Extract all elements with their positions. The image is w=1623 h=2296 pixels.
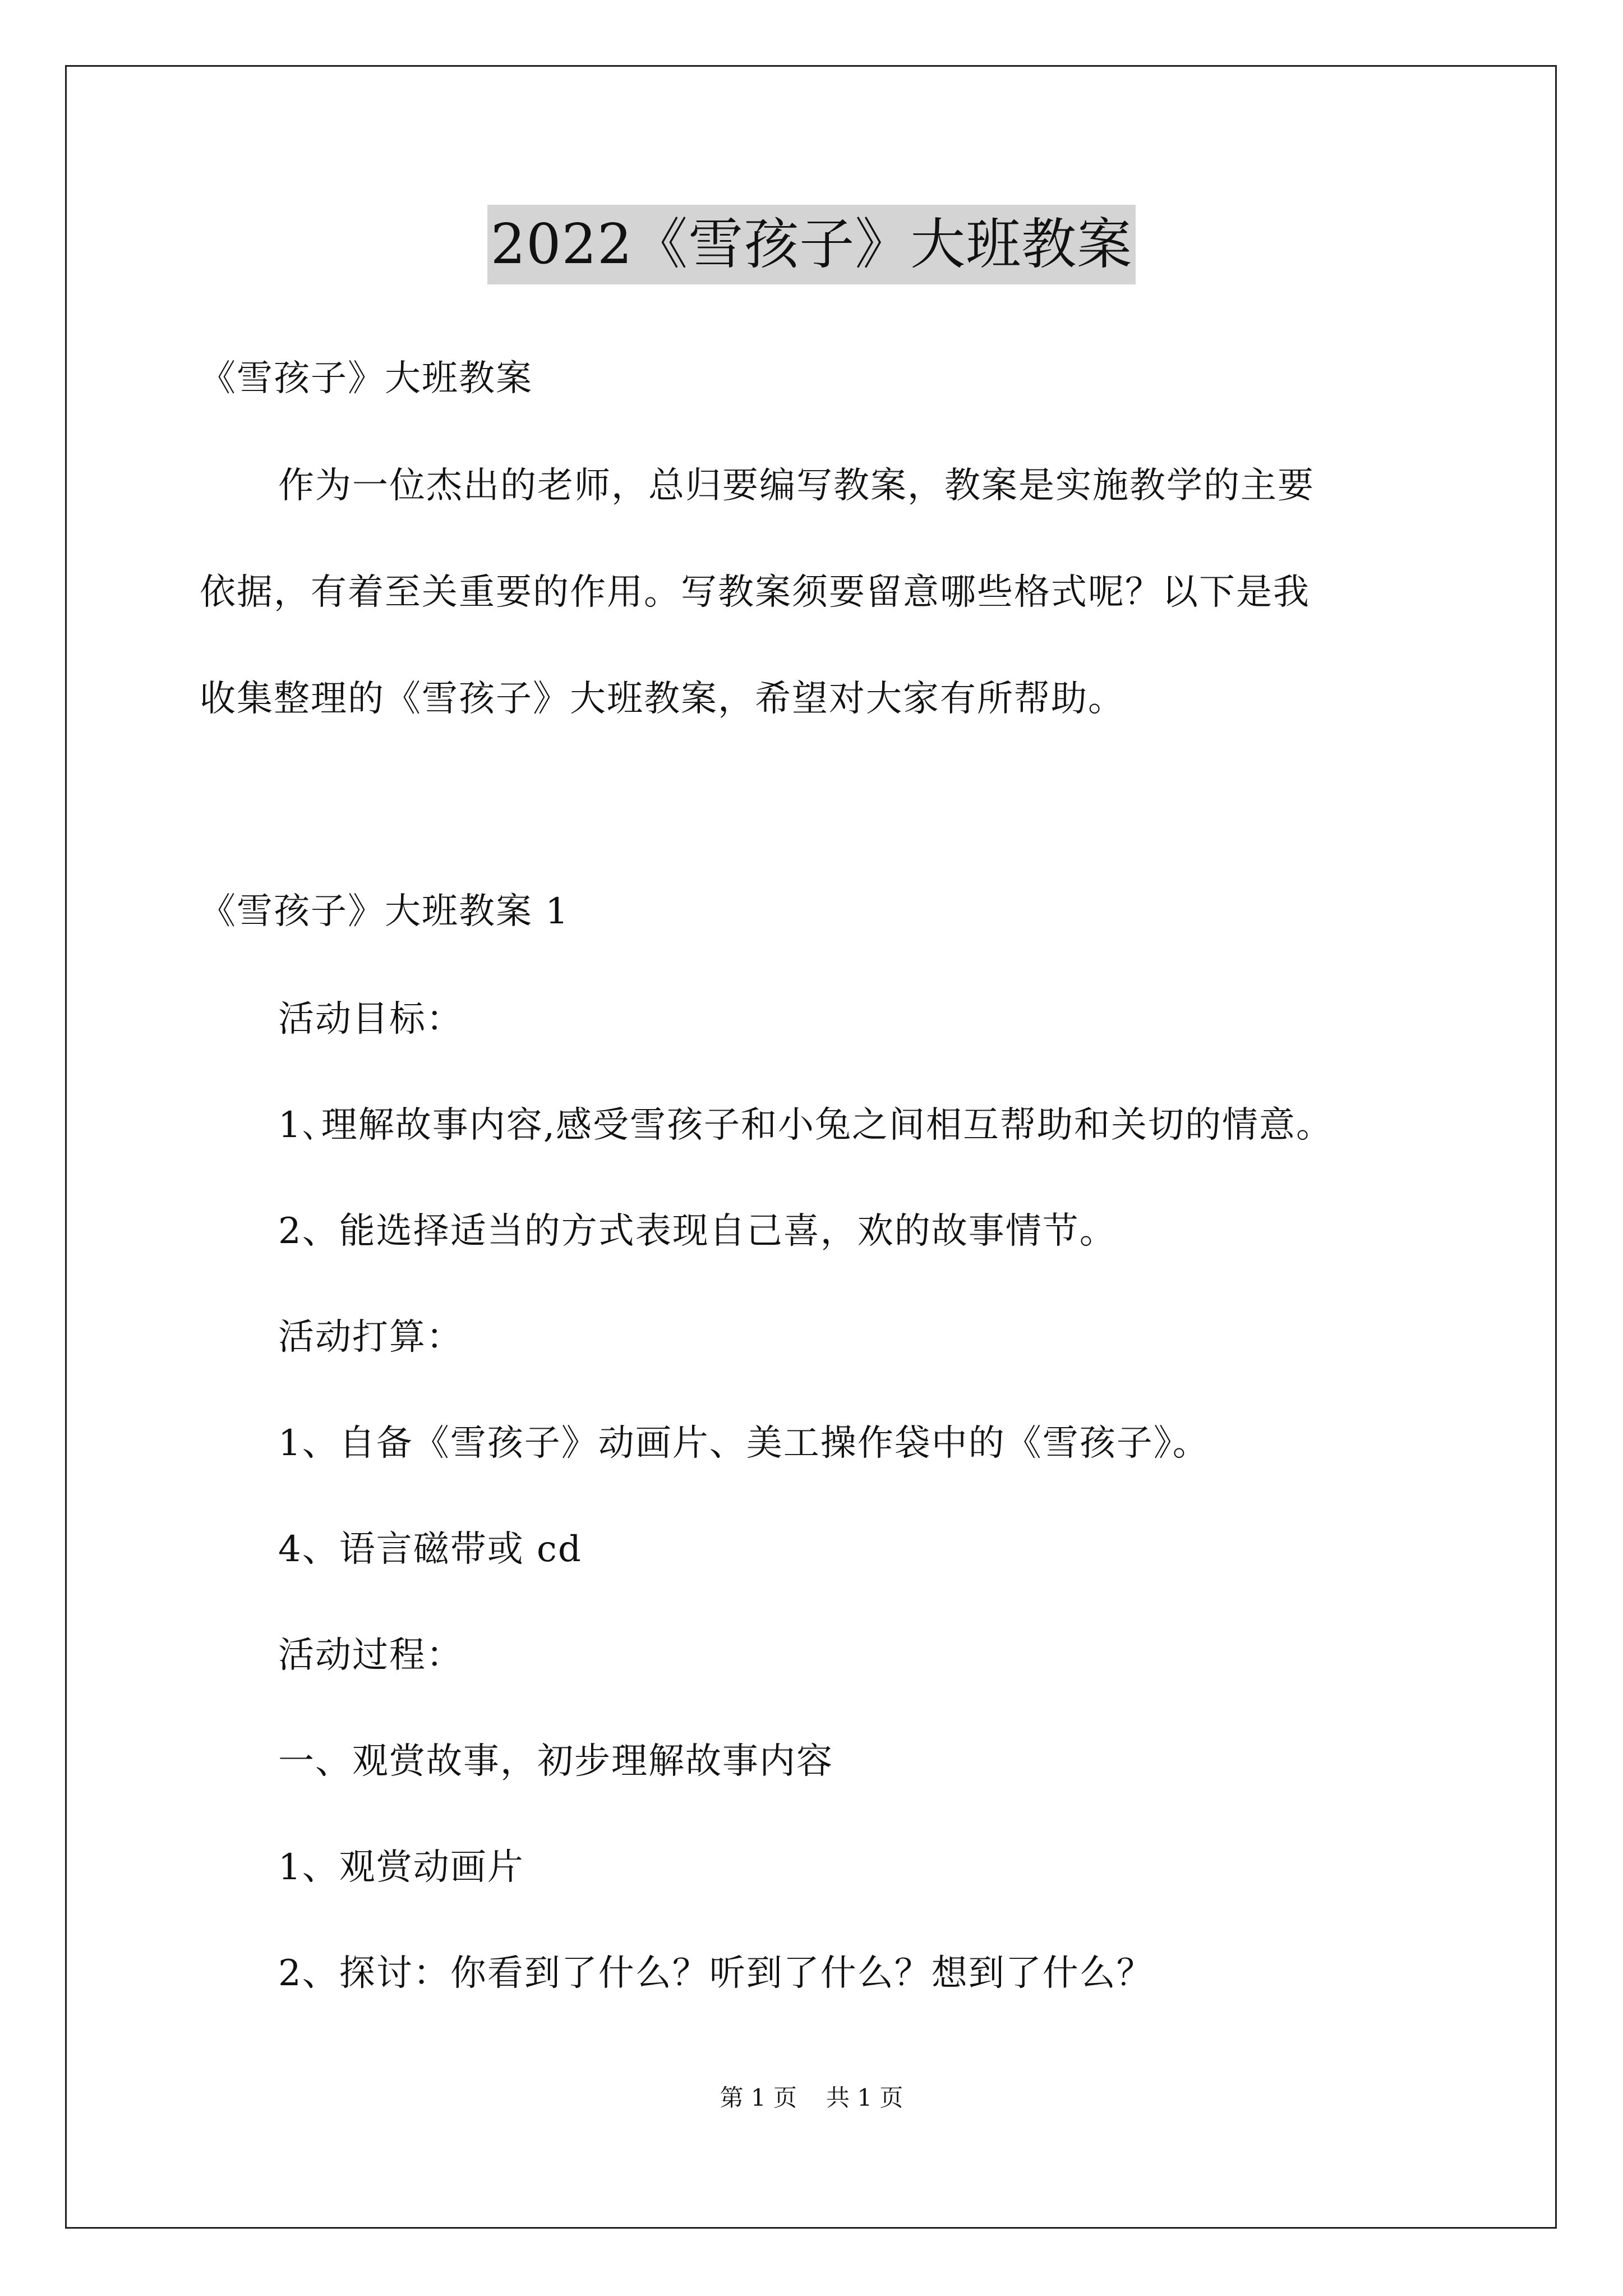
body-line-8: 一、观赏故事，初步理解故事内容 bbox=[278, 1741, 833, 1782]
document-subtitle: 《雪孩子》大班教案 bbox=[200, 358, 533, 399]
body-line-7: 活动过程： bbox=[278, 1635, 463, 1676]
intro-line-1: 作为一位杰出的老师，总归要编写教案，教案是实施教学的主要 bbox=[278, 465, 1315, 507]
body-line-5: 1、自备《雪孩子》动画片、美工操作袋中的《雪孩子》。 bbox=[278, 1423, 1210, 1464]
body-line-2: 1､理解故事内容,感受雪孩子和小兔之间相互帮助和关切的情意。 bbox=[278, 1105, 1334, 1146]
body-line-6: 4、语言磁带或 cd bbox=[278, 1529, 582, 1570]
intro-line-3: 收集整理的《雪孩子》大班教案，希望对大家有所帮助。 bbox=[200, 678, 1125, 720]
body-line-1: 活动目标： bbox=[278, 999, 463, 1040]
section-heading: 《雪孩子》大班教案 1 bbox=[200, 891, 570, 932]
page-number-total: 共 1 页 bbox=[826, 2084, 903, 2111]
page-number-current: 第 1 页 bbox=[720, 2084, 797, 2111]
title-container bbox=[0, 205, 1623, 284]
body-line-10: 2、探讨：你看到了什么？听到了什么？想到了什么？ bbox=[278, 1953, 1154, 1994]
body-line-4: 活动打算： bbox=[278, 1317, 463, 1358]
intro-line-2: 依据，有着至关重要的作用。写教案须要留意哪些格式呢？以下是我 bbox=[200, 572, 1310, 613]
body-line-3: 2、能选择适当的方式表现自己喜，欢的故事情节。 bbox=[278, 1211, 1117, 1252]
document-title: 2022《雪孩子》大班教案 bbox=[487, 205, 1136, 284]
body-line-9: 1、观赏动画片 bbox=[278, 1847, 524, 1888]
page-footer bbox=[0, 2082, 1623, 2114]
